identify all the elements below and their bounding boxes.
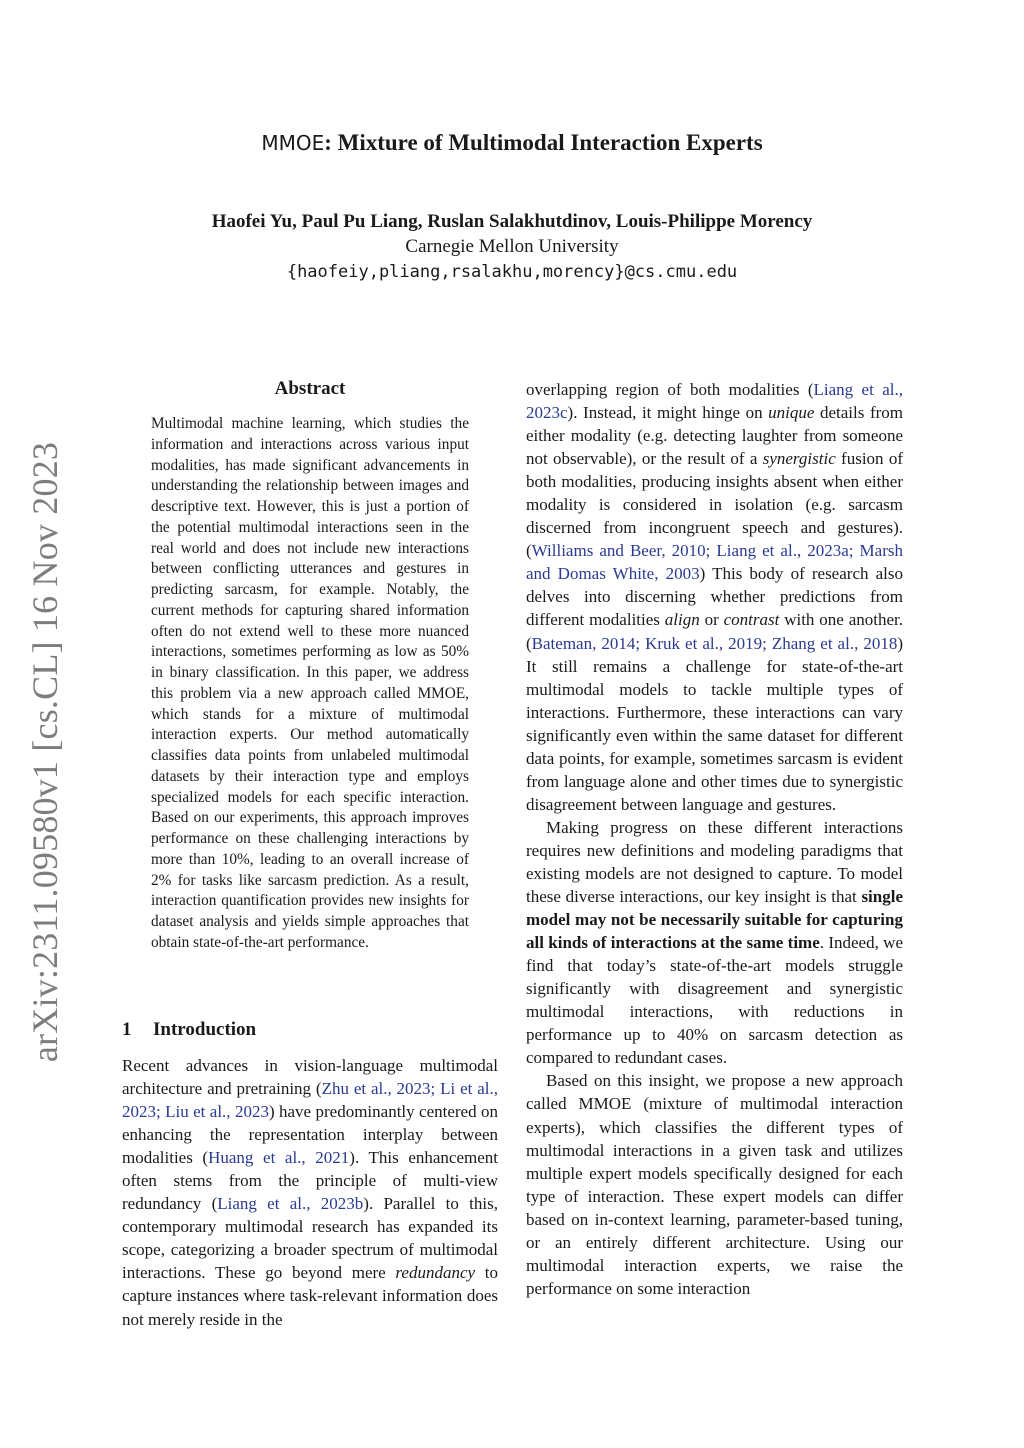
key-insight-bold: single model may not be necessarily suitable for capturing all kinds of interactions at the same time (526, 887, 903, 953)
arxiv-identifier: arXiv:2311.09580v1 [cs.CL] 16 Nov 2023 (25, 441, 66, 1063)
emphasis-term: synergistic (762, 449, 836, 469)
citation-link[interactable]: Liang et al., 2023b (217, 1194, 364, 1214)
author-emails: {haofeiy,pliang,rsalakhu,morency}@cs.cmu.edu (286, 262, 738, 282)
affiliation: Carnegie Mellon University (405, 236, 619, 257)
section-title: Introduction (153, 1019, 257, 1040)
paper-title (0, 130, 1024, 156)
right-paragraph-3: Based on this insight, we propose a new approach called MMOE (mixture of multimodal interaction experts), which classifies the different types of multimodal interactions in a given task and utilizes multiple expert models specifically designed for each type of interaction. These expert models can differ based on in-context learning, parameter-based tuning, or an entirely different architecture. Using our multimodal interaction experts, we raise the performance on some interaction (526, 1071, 903, 1298)
right-paragraph-1: overlapping region of both modalities (Liang et al., 2023c). Instead, it might hinge on unique details from either modality (e.g. detecting laughter from someone not observable), or the result of a synergistic fusion of both modalities, producing insights absent when either modality is considered in isolation (e.g. sarcasm discerned from incongruent speech and gestures). (Williams and Beer, 2010; Liang et al., 2023a; Marsh and Domas White, 2003) This body of research also delves into discerning whether predictions from different modalities align or contrast with one another. (Bateman, 2014; Kruk et al., 2019; Zhang et al., 2018) It still remains a challenge for state-of-the-art multimodal models to tackle multiple types of interactions. Furthermore, these interactions can vary significantly even within the same dataset for different data points, for example, sometimes sarcasm is evident from language alone and other times due to synergistic disagreement between language and gestures. (526, 380, 903, 814)
emphasis-term: contrast (723, 610, 780, 630)
abstract-body (151, 414, 469, 954)
emphasis-term: align (664, 610, 700, 630)
citation-link[interactable]: Huang et al., 2021 (208, 1148, 350, 1168)
right-column-body (526, 378, 903, 1300)
introduction-body (122, 1054, 498, 1331)
section-heading-introduction (122, 1019, 256, 1041)
emphasis-term: redundancy (395, 1263, 476, 1283)
title-acronym: MMOE (261, 131, 325, 155)
right-paragraph-2: Making progress on these different interactions requires new definitions and modeling paradigms that existing models are not designed to capture. To model these diverse interactions, our key insight is that single model may not be necessarily suitable for capturing all kinds of interactions at the same time. Indeed, we find that today’s state-of-the-art models struggle significantly with disagreement and synergistic multimodal interactions, with reductions in performance up to 40% on sarcasm detection as compared to redundant cases. (526, 817, 903, 1068)
citation-link[interactable]: Liang et al., 2023c (526, 380, 903, 423)
author-list: Haofei Yu, Paul Pu Liang, Ruslan Salakhutdinov, Louis-Philippe Morency (211, 211, 813, 232)
arxiv-side-stamp (20, 441, 70, 1063)
citation-link[interactable]: Bateman, 2014; Kruk et al., 2019; Zhang et al., 2018 (531, 633, 898, 653)
emphasis-term: unique (768, 403, 815, 423)
intro-paragraph-1: Recent advances in vision-language multimodal architecture and pretraining (Zhu et al., 2023; Li et al., 2023; Liu et al., 2023) have predominantly centered on enhancing the representation interplay between modalities (Huang et al., 2021). This enhancement often stems from the principle of multi-view redundancy (Liang et al., 2023b). Parallel to this, contemporary multimodal research has expanded its scope, categorizing a broader spectrum of multimodal interactions. These go beyond mere redundancy to capture instances where task-relevant information does not merely reside in the (122, 1056, 498, 1329)
section-number: 1 (122, 1019, 132, 1040)
abstract-text: Multimodal machine learning, which studies the information and interactions across various input modalities, has made significant advancements in understanding the relationship between images and descriptive text. However, this is just a portion of the potential multimodal interactions seen in the real world and does not include new interactions between conflicting utterances and gestures in predicting sarcasm, for example. Notably, the current methods for capturing shared information often do not extend well to these more nuanced interactions, sometimes performing as low as 50% in binary classification. In this paper, we address this problem via a new approach called MMOE, which stands for a mixture of multimodal interaction experts. Our method automatically classifies data points from unlabeled multimodal datasets by their interaction type and employs specialized models for each specific interaction. Based on our experiments, this approach improves performance on these challenging interactions by more than 10%, leading to an overall increase of 2% for tasks like sarcasm prediction. As a result, interaction quantification provides new insights for dataset analysis and yields simple approaches that obtain state-of-the-art performance. (151, 415, 469, 951)
citation-link[interactable]: Zhu et al., 2023; Li et al., 2023; Liu et al., 2023 (122, 1079, 498, 1122)
abstract-heading: Abstract (274, 378, 346, 399)
citation-link[interactable]: Williams and Beer, 2010; Liang et al., 2023a; Marsh and Domas White, 2003 (526, 541, 903, 584)
title-main: : Mixture of Multimodal Interaction Experts (324, 130, 763, 155)
